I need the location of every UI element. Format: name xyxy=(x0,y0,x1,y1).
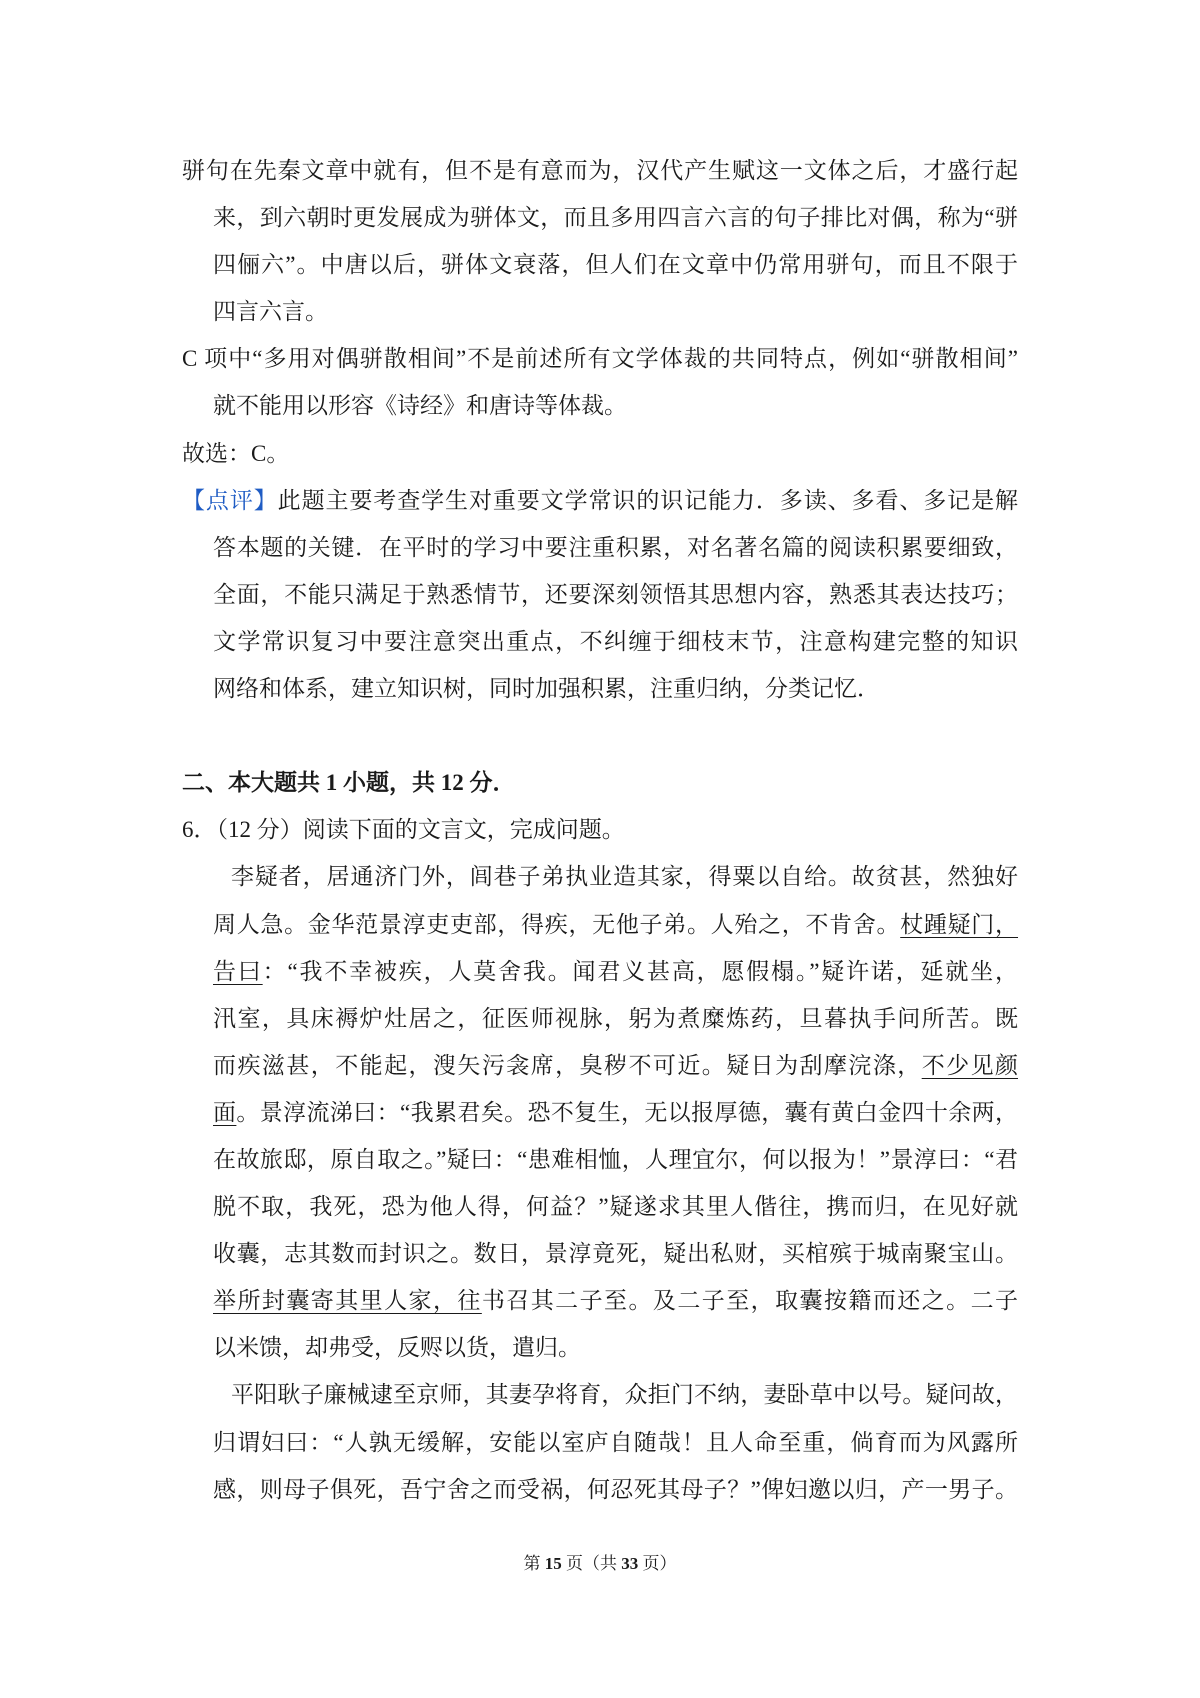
passage-line xyxy=(182,1230,1018,1277)
underlined-phrase: 告曰 xyxy=(213,958,263,984)
explanation-line: 四俪六”。中唐以后，骈体文衰落，但人们在文章中仍常用骈句，而且不限于 xyxy=(213,252,1018,278)
passage-text: 。景淳流涕曰：“我累君矣。恐不复生，无以报厚德，囊有黄白金四十余两， xyxy=(236,1099,1019,1125)
explanation-line: 就不能用以形容《诗经》和唐诗等体裁。 xyxy=(213,393,627,419)
passage-paragraph xyxy=(182,853,1018,1371)
passage-text: 脱不取，我死，恐为他人得，何益？”疑遂求其里人偕往，携而归，在见好就 xyxy=(213,1194,1018,1220)
explanation-paragraph xyxy=(182,147,1018,335)
answer-line: 故选：C。 xyxy=(182,440,290,466)
passage-text: 收囊，志其数而封识之。数日，景淳竟死，疑出私财，买棺殡于城南聚宝山。 xyxy=(213,1241,1018,1267)
passage-text: 在故旅邸，原自取之。”疑曰：“患难相恤，人理宜尔，何以报为！”景淳曰：“君 xyxy=(213,1146,1018,1172)
passage-text: ：“我不幸被疾，人莫舍我。闻君义甚高，愿假榻。”疑许诺，延就坐， xyxy=(262,958,1019,984)
footer-label-middle: 页（共 xyxy=(566,1554,617,1573)
passage-paragraph xyxy=(182,1371,1018,1512)
passage-text: 李疑者，居通济门外，闾巷子弟执业造其家，得粟以自给。故贫甚，然独好 xyxy=(231,864,1018,890)
passage-text: 以米馈，却弗受，反赆以货，遣归。 xyxy=(213,1335,581,1361)
explanation-line: 来，到六朝时更发展成为骈体文，而且多用四言六言的句子排比对偶，称为“骈 xyxy=(213,205,1018,231)
passage-line xyxy=(182,1183,1018,1230)
passage-line xyxy=(182,948,1018,995)
passage-line xyxy=(182,1466,1018,1513)
page-content xyxy=(182,147,1018,1513)
passage-text: 书召其二子至。及二子至，取囊按籍而还之。二子 xyxy=(481,1288,1018,1314)
passage-line xyxy=(182,1042,1018,1089)
explanation-line: C 项中“多用对偶骈散相间”不是前述所有文学体裁的共同特点，例如“骈散相间” xyxy=(182,346,1018,372)
question-stem: 6．（12 分）阅读下面的文言文，完成问题。 xyxy=(182,817,625,843)
underlined-phrase: 举所封囊寄其里人家，往 xyxy=(213,1288,482,1314)
passage-text: 周人急。金华范景淳吏吏部，得疾，无他子弟。人殆之，不肯舍。 xyxy=(213,911,901,937)
comment-line: 网络和体系，建立知识树，同时加强积累，注重归纳，分类记忆． xyxy=(213,676,880,702)
explanation-line: 四言六言。 xyxy=(213,299,328,325)
footer-label-before: 第 xyxy=(523,1554,541,1573)
passage-line xyxy=(182,1324,1018,1371)
comment-line xyxy=(182,477,1018,524)
passage-line xyxy=(182,1419,1018,1466)
underlined-phrase: 面 xyxy=(213,1099,237,1125)
passage-line xyxy=(182,1371,1018,1418)
comment-text: 此题主要考查学生对重要文学常识的识记能力．多读、多看、多记是解 xyxy=(277,487,1019,513)
page-footer xyxy=(0,1551,1200,1577)
section-heading: 二、本大题共 1 小题，共 12 分． xyxy=(182,770,516,796)
underlined-phrase: 杖踵疑门， xyxy=(900,911,1019,937)
passage-line xyxy=(182,853,1018,900)
passage-line xyxy=(182,1277,1018,1324)
comment-paragraph xyxy=(182,477,1018,712)
passage-text: 汛室，具床褥炉灶居之，征医师视脉，躬为煮糜炼药，旦暮执手问所苦。既 xyxy=(213,1005,1018,1031)
comment-label: 【点评】 xyxy=(182,487,278,513)
passage-line xyxy=(182,995,1018,1042)
comment-line: 文学常识复习中要注意突出重点，不纠缠于细枝末节，注意构建完整的知识 xyxy=(213,628,1018,654)
comment-line: 全面，不能只满足于熟悉情节，还要深刻领悟其思想内容，熟悉其表达技巧； xyxy=(213,581,1018,607)
underlined-phrase: 不少见颜 xyxy=(921,1052,1018,1078)
footer-label-after: 页） xyxy=(642,1554,677,1573)
passage-line xyxy=(182,1089,1018,1136)
comment-line: 答本题的关键．在平时的学习中要注重积累，对名著名篇的阅读积累要细致， xyxy=(213,534,1018,560)
explanation-paragraph xyxy=(182,335,1018,429)
passage-line xyxy=(182,901,1018,948)
passage-text: 归谓妇曰：“人孰无缓解，安能以室庐自随哉！且人命至重，倘育而为风露所 xyxy=(213,1429,1018,1455)
passage-text: 而疾滋甚，不能起，溲矢污衾席，臭秽不可近。疑日为刮摩浣涤， xyxy=(213,1052,922,1078)
passage-line xyxy=(182,1136,1018,1183)
current-page-number: 15 xyxy=(544,1554,562,1573)
passage-text: 平阳耿子廉械逮至京师，其妻孕将育，众拒门不纳，妻卧草中以号。疑问故， xyxy=(231,1382,1018,1408)
total-pages-number: 33 xyxy=(621,1554,639,1573)
passage-text: 感，则母子俱死，吾宁舍之而受祸，何忍死其母子？”俾妇邀以归，产一男子。 xyxy=(213,1476,1018,1502)
explanation-line: 骈句在先秦文章中就有，但不是有意而为，汉代产生赋这一文体之后，才盛行起 xyxy=(182,158,1018,183)
